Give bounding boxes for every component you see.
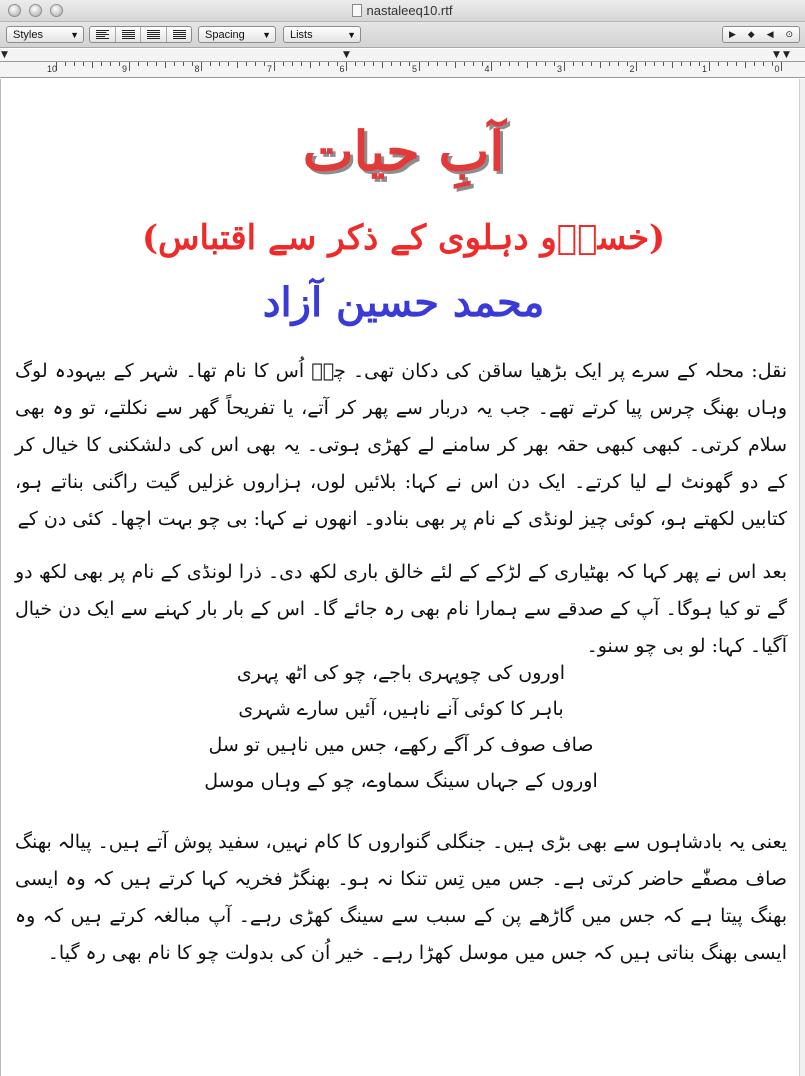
ruler-number: 9 xyxy=(121,64,128,74)
ruler-minor-tick xyxy=(428,62,429,66)
ruler-major-tick xyxy=(346,62,347,71)
poem-line: صاف صوف کر آگے رکھے، جس میں ناہیں تو سل xyxy=(208,734,594,756)
ruler-minor-tick xyxy=(473,62,474,66)
ruler-minor-tick xyxy=(409,62,410,66)
ruler-minor-tick xyxy=(138,62,139,66)
ruler-minor-tick xyxy=(101,62,102,66)
alignment-group xyxy=(89,26,192,43)
styles-popup[interactable] xyxy=(6,26,84,43)
ruler-minor-tick xyxy=(645,62,646,66)
ruler-minor-tick xyxy=(663,62,664,66)
popup-arrow-icon: ▼ xyxy=(262,30,271,40)
window-title xyxy=(0,3,805,18)
ruler-minor-tick xyxy=(591,62,592,66)
ruler[interactable] xyxy=(0,49,805,78)
ruler-major-tick xyxy=(564,62,565,71)
ruler-major-tick xyxy=(129,62,130,71)
ruler-number: 7 xyxy=(266,64,273,74)
ruler-minor-tick xyxy=(74,62,75,66)
ruler-minor-tick xyxy=(736,62,737,66)
ruler-minor-tick xyxy=(754,62,755,66)
ruler-major-tick xyxy=(491,62,492,71)
ruler-major-tick xyxy=(709,62,710,71)
align-center-icon xyxy=(122,30,135,39)
ruler-minor-tick xyxy=(618,62,619,66)
ruler-major-tick xyxy=(201,62,202,71)
format-toolbar xyxy=(0,22,805,48)
paragraph: یعنی یہ بادشاہوں سے بھی بڑی ہیں۔ جنگلی گنواروں کا کام نہیں، سفید پوش آتے ہیں۔ پیالہ بھنگ صاف مصفّٰے حاضر کرتی ہے۔ جس میں تِس تنکا نہ ہو۔ بھنگڑ فخریہ کہا کرتے ہیں کہ وہ ایسی بھنگ پیتا ہے کہ جس میں گاڑھے پن کے سبب سے سینگ کھڑی رہے۔ آپ مبالغہ کرتے ہیں کہ وہ ایسی بھنگ بناتی ہیں کہ جس میں موسل کھڑا رہے۔ خیر اُن کی بدولت چو کا نام بھی رہ گیا۔ xyxy=(15,831,787,964)
ruler-minor-tick xyxy=(301,62,302,66)
ruler-minor-tick xyxy=(382,62,383,68)
ruler-minor-tick xyxy=(727,62,728,66)
ruler-minor-tick xyxy=(509,62,510,66)
ruler-minor-tick xyxy=(582,62,583,66)
paragraph: نقل: محلہ کے سرے پر ایک بڑھیا ساقن کی دکان تھی۔ چوؔ اُس کا نام تھا۔ شہر کے بیہودہ لوگ وہاں بھنگ چرس پیا کرتے تھے۔ جب یہ دربار سے پھر کر آتے، یا تفریحاً گھر سے نکلتے، تو وہ بھی سلام کرتی۔ کبھی کبھی حقہ بھر کر سامنے لے کھڑی ہوتی۔ یہ بھی اس کی دلشکنی کا خیال کر کے دو گھونٹ لے لیا کرتے۔ ایک دن اس نے کہا: بلائیں لوں، ہزاروں غزلیں گیت راگنی بناتے ہو، کتابیں لکھتے ہو، کوئی چیز لونڈی کے نام پر بھی بنادو۔ انھوں نے کہا: بی چو بہت اچھا۔ کئی دن کے xyxy=(15,360,787,530)
ruler-minor-tick xyxy=(400,62,401,66)
lists-popup[interactable] xyxy=(283,26,361,43)
ruler-minor-tick xyxy=(518,62,519,66)
ruler-minor-tick xyxy=(364,62,365,66)
document-title: آبِ حیات xyxy=(302,119,505,183)
align-center-button[interactable] xyxy=(116,27,142,42)
right-margin-marker-icon[interactable]: ▼ xyxy=(773,50,780,60)
ruler-minor-tick xyxy=(355,62,356,66)
document-subtitle: (خسرؔو دہلوی کے ذکر سے اقتباس) xyxy=(141,218,666,258)
ruler-minor-tick xyxy=(156,62,157,66)
tab-marker-icon[interactable]: ▼ xyxy=(343,50,350,60)
align-justify-icon xyxy=(147,30,160,39)
ruler-major-tick xyxy=(274,62,275,71)
popup-arrow-icon: ▼ xyxy=(70,30,79,40)
ruler-minor-tick xyxy=(391,62,392,66)
ruler-number: 5 xyxy=(411,64,418,74)
ruler-minor-tick xyxy=(699,62,700,66)
ruler-number: 3 xyxy=(556,64,563,74)
ruler-minor-tick xyxy=(110,62,111,66)
ruler-minor-tick xyxy=(92,62,93,68)
ruler-minor-tick xyxy=(690,62,691,66)
ruler-major-tick xyxy=(636,62,637,71)
ruler-minor-tick xyxy=(192,62,193,66)
ruler-minor-tick xyxy=(681,62,682,66)
ruler-minor-tick xyxy=(627,62,628,66)
decimal-tab-icon[interactable]: ⊙ xyxy=(785,29,794,40)
ruler-minor-tick xyxy=(228,62,229,66)
ruler-minor-tick xyxy=(527,62,528,68)
popup-arrow-icon: ▼ xyxy=(347,30,356,40)
scrollbar[interactable] xyxy=(799,79,805,1076)
align-right-button[interactable] xyxy=(167,27,192,42)
ruler-minor-tick xyxy=(654,62,655,66)
ruler-minor-tick xyxy=(328,62,329,66)
ruler-minor-tick xyxy=(672,62,673,68)
right-tab-icon[interactable]: ◀ xyxy=(766,29,774,40)
ruler-number: 10 xyxy=(46,64,58,74)
ruler-minor-tick xyxy=(237,62,238,68)
ruler-minor-tick xyxy=(718,62,719,66)
ruler-minor-tick xyxy=(165,62,166,68)
ruler-number: 2 xyxy=(629,64,635,74)
ruler-minor-tick xyxy=(65,62,66,66)
ruler-minor-tick xyxy=(219,62,220,66)
ruler-minor-tick xyxy=(246,62,247,66)
ruler-minor-tick xyxy=(174,62,175,66)
ruler-minor-tick xyxy=(255,62,256,66)
ruler-minor-tick xyxy=(319,62,320,66)
paragraph: بعد اس نے پھر کہا کہ بھٹیاری کے لڑکے کے لئے خالق باری لکھ دی۔ ذرا لونڈی کے نام پر بھی لکھ دو گے تو کیا ہوگا۔ آپ کے صدقے سے ہمارا نام بھی رہ جائے گا۔ اس کے بار بار کہنے سے ایک دن خیال آگیا۔ کہا: لو بی چو سنو۔ xyxy=(15,561,787,657)
ruler-minor-tick xyxy=(283,62,284,66)
ruler-number: 6 xyxy=(339,64,345,74)
ruler-minor-tick xyxy=(437,62,438,66)
align-left-button[interactable] xyxy=(90,27,116,42)
styles-label: Styles xyxy=(13,29,43,41)
ruler-minor-tick xyxy=(373,62,374,66)
ruler-minor-tick xyxy=(455,62,456,68)
ruler-minor-tick xyxy=(573,62,574,66)
ruler-minor-tick xyxy=(609,62,610,66)
poem xyxy=(201,655,601,799)
left-tab-icon[interactable]: ▶ xyxy=(728,29,736,40)
first-line-indent-marker-icon[interactable]: ▼ xyxy=(783,50,790,60)
spacing-label: Spacing xyxy=(205,29,245,41)
window-title-text: nastaleeq10.rtf xyxy=(366,3,453,18)
ruler-minor-tick xyxy=(446,62,447,66)
ruler-major-tick xyxy=(781,62,782,71)
ruler-number: 4 xyxy=(484,64,490,74)
ruler-major-tick xyxy=(419,62,420,71)
ruler-minor-tick xyxy=(464,62,465,66)
document-icon xyxy=(352,4,362,17)
poem-line: اوروں کی چوپہری باجے، چو کی اٹھ پہری xyxy=(236,662,566,684)
document-author: محمد حسین آزاد xyxy=(262,279,545,326)
poem-line: باہر کا کوئی آنے ناہیں، آئیں سارے شہری xyxy=(238,698,564,720)
left-margin-marker-icon[interactable]: ▼ xyxy=(1,50,8,60)
spacing-popup[interactable] xyxy=(198,26,276,43)
ruler-minor-tick xyxy=(600,62,601,68)
ruler-minor-tick xyxy=(554,62,555,66)
ruler-number: 0 xyxy=(774,64,780,74)
ruler-minor-tick xyxy=(147,62,148,66)
ruler-minor-tick xyxy=(119,62,120,66)
ruler-minor-tick xyxy=(482,62,483,66)
ruler-minor-tick xyxy=(183,62,184,66)
ruler-minor-tick xyxy=(772,62,773,66)
poem-line: اوروں کے جہاں سینگ سماوے، چو کے وہاں موسل xyxy=(204,770,598,792)
align-left-icon xyxy=(96,30,109,39)
lists-label: Lists xyxy=(290,29,313,41)
ruler-minor-tick xyxy=(292,62,293,66)
align-justify-button[interactable] xyxy=(141,27,167,42)
ruler-baseline xyxy=(0,61,805,62)
center-tab-icon[interactable]: ◆ xyxy=(747,29,755,40)
ruler-minor-tick xyxy=(545,62,546,66)
ruler-minor-tick xyxy=(337,62,338,66)
ruler-minor-tick xyxy=(264,62,265,66)
ruler-minor-tick xyxy=(83,62,84,66)
ruler-minor-tick xyxy=(500,62,501,66)
align-right-icon xyxy=(173,30,186,39)
tab-stops-control xyxy=(722,26,800,43)
document-page[interactable] xyxy=(0,79,805,1076)
ruler-minor-tick xyxy=(536,62,537,66)
ruler-minor-tick xyxy=(310,62,311,68)
ruler-minor-tick xyxy=(210,62,211,66)
ruler-number: 1 xyxy=(701,64,708,74)
ruler-minor-tick xyxy=(745,62,746,68)
title-bar xyxy=(0,0,805,22)
ruler-number: 8 xyxy=(194,64,200,74)
ruler-minor-tick xyxy=(763,62,764,66)
